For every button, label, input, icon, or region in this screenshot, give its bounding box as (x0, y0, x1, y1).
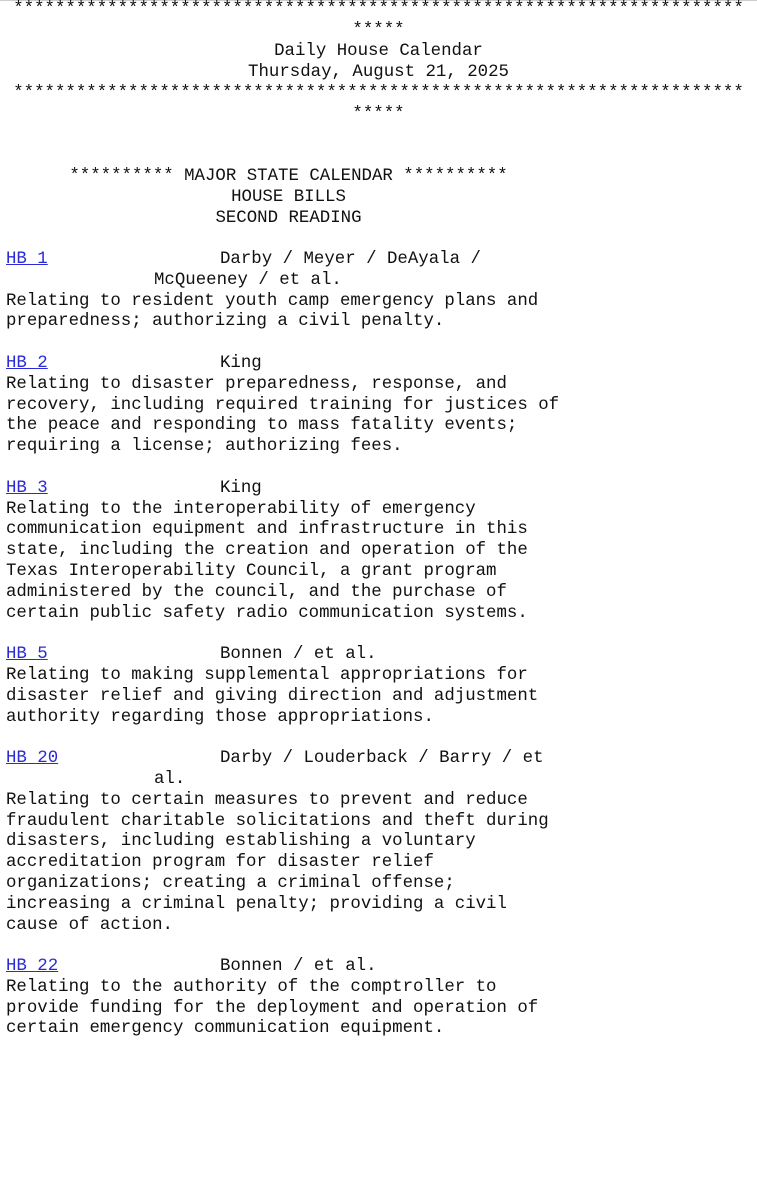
bill-caption-line: organizations; creating a criminal offense; (6, 873, 455, 893)
bill-header (6, 479, 751, 500)
bill-link[interactable]: HB 3 (6, 478, 48, 498)
bill-authors: King (220, 353, 262, 373)
calendar-date: Thursday, August 21, 2025 (248, 63, 509, 82)
bill-caption-line: increasing a criminal penalty; providing a civil (6, 894, 507, 914)
header-stars-top-wrap: ***** (352, 21, 405, 40)
bill-caption-line: authority regarding those appropriations. (6, 707, 434, 727)
header-stars-top: ********************************************************************** (13, 0, 744, 19)
bill-header (6, 645, 751, 666)
bill-link[interactable]: HB 5 (6, 645, 48, 665)
bill-caption-line: the peace and responding to mass fatality events; (6, 416, 518, 436)
bill-caption-line: Relating to making supplemental appropriations for (6, 665, 528, 685)
bill-link[interactable]: HB 2 (6, 353, 48, 373)
bill-spacer (6, 1040, 751, 1061)
calendar-title: Daily House Calendar (274, 42, 483, 61)
bill-caption-line: Relating to resident youth camp emergency plans and (6, 291, 539, 311)
bill-entry (6, 957, 751, 1061)
bill-caption-line: requiring a license; authorizing fees. (6, 437, 403, 457)
bill-header (6, 749, 751, 770)
bill-authors-continued: al. (154, 769, 186, 789)
bill-caption-line: recovery, including required training for justices of (6, 395, 560, 415)
bill-caption-line: disasters, including establishing a voluntary (6, 832, 476, 852)
bill-authors-continued: McQueeney / et al. (154, 270, 342, 290)
header-stars-bottom-wrap: ***** (352, 105, 405, 124)
bills-list (6, 250, 751, 1061)
bill-caption-line: Texas Interoperability Council, a grant program (6, 561, 497, 581)
bill-entry (6, 645, 751, 749)
header-stars-bottom: ********************************************************************** (13, 84, 744, 103)
bill-caption-line: provide funding for the deployment and operation of (6, 998, 539, 1018)
bill-caption-line: certain emergency communication equipment. (6, 1019, 445, 1039)
bill-entry (6, 749, 751, 957)
bill-link[interactable]: HB 22 (6, 957, 59, 977)
bill-header (6, 957, 751, 978)
bill-entry (6, 479, 751, 645)
bill-caption-line: administered by the council, and the purchase of (6, 582, 507, 602)
bill-entry (6, 250, 751, 354)
bill-caption-line: cause of action. (6, 915, 173, 935)
bill-authors: Darby / Louderback / Barry / et (220, 749, 544, 769)
bill-authors: King (220, 478, 262, 498)
section-reading: SECOND READING (215, 209, 362, 228)
bill-spacer (6, 728, 751, 749)
section-calendar-title: ********** MAJOR STATE CALENDAR ********** (69, 167, 508, 186)
bill-caption-line: Relating to the interoperability of emergency (6, 499, 476, 519)
bill-caption-line: fraudulent charitable solicitations and theft during (6, 811, 549, 831)
bill-link[interactable]: HB 20 (6, 749, 59, 769)
bill-caption-line: accreditation program for disaster relief (6, 853, 434, 873)
bill-caption-line: preparedness; authorizing a civil penalty. (6, 312, 445, 332)
bill-caption-line: communication equipment and infrastructure in this (6, 520, 528, 540)
bill-caption-line: certain public safety radio communication systems. (6, 603, 528, 623)
bill-spacer (6, 458, 751, 479)
bill-header (6, 354, 751, 375)
bill-authors: Bonnen / et al. (220, 957, 377, 977)
bill-caption-line: Relating to certain measures to prevent and reduce (6, 790, 528, 810)
bill-caption-line: Relating to the authority of the comptroller to (6, 977, 497, 997)
bill-entry (6, 354, 751, 479)
bill-caption-line: state, including the creation and operation of the (6, 541, 528, 561)
bill-spacer (6, 333, 751, 354)
bill-authors: Bonnen / et al. (220, 645, 377, 665)
bill-caption-line: Relating to disaster preparedness, response, and (6, 374, 507, 394)
section-bill-type: HOUSE BILLS (231, 188, 346, 207)
bill-authors: Darby / Meyer / DeAyala / (220, 250, 481, 269)
bill-caption-line: disaster relief and giving direction and adjustment (6, 686, 539, 706)
bill-spacer (6, 624, 751, 645)
bill-link[interactable]: HB 1 (6, 250, 48, 269)
bill-header (6, 250, 751, 271)
bill-spacer (6, 936, 751, 957)
